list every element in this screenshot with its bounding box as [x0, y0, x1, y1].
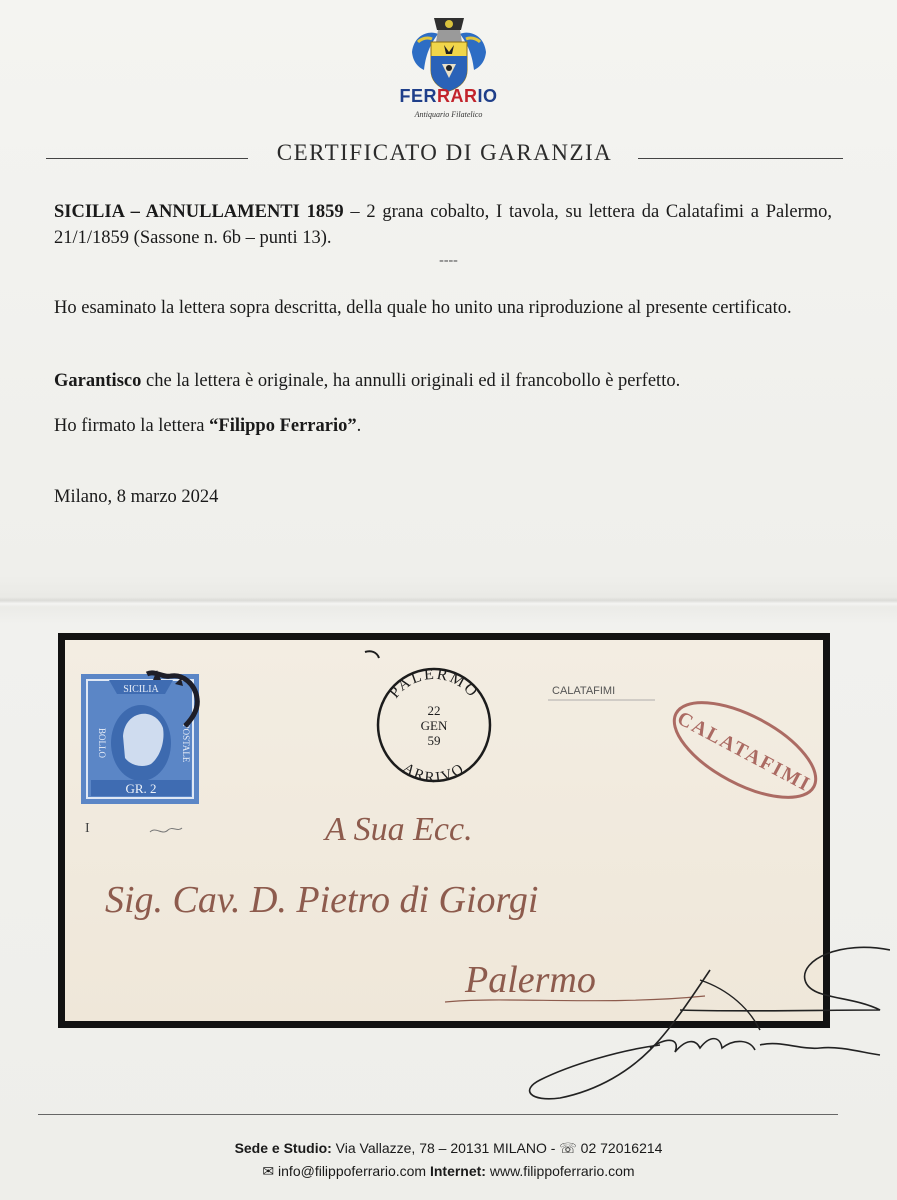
paper-fold — [0, 597, 897, 607]
svg-text:PALERMO — [386, 666, 482, 702]
address-line-2: Sig. Cav. D. Pietro di Giorgi — [105, 879, 539, 921]
address-line-1: A Sua Ecc. — [325, 811, 473, 848]
margin-note: I — [85, 821, 90, 836]
paragraph-guarantee: Garantisco che la lettera è originale, ha annulli originali ed il francobollo è perfetto. — [54, 371, 681, 391]
postmark-month: GEN — [420, 718, 448, 733]
paragraph-signed: Ho firmato la lettera “Filippo Ferrario”. — [54, 416, 362, 436]
email-text: info@filippoferrario.com — [274, 1163, 430, 1179]
email-icon: ✉ — [262, 1163, 275, 1179]
postmark-top-text: PALERMO — [385, 665, 482, 702]
place-date: Milano, 8 marzo 2024 — [54, 487, 219, 507]
pencil-calatafimi: CALATAFIMI — [552, 685, 616, 697]
footer-address: Sede e Studio: Via Vallazze, 78 – 20131 MILANO - ☏ 02 72016214 — [234, 1140, 663, 1156]
svg-text:ARRIVO — [400, 760, 469, 786]
postmark-year: 59 — [427, 733, 441, 748]
title-rule-right — [638, 158, 843, 159]
address-line-3: Palermo — [465, 959, 596, 1001]
postmark-day: 22 — [427, 703, 441, 718]
separator: ---- — [439, 253, 458, 268]
footer-rule — [38, 1114, 838, 1115]
website-text: www.filippoferrario.com — [485, 1163, 635, 1179]
oval-cancel-text: CALATAFIMI — [673, 707, 815, 797]
footer-contacts: ✉ info@filippoferrario.com Internet: www.filippoferrario.com — [262, 1163, 635, 1179]
title-row — [46, 140, 843, 170]
item-description: SICILIA – ANNULLAMENTI 1859 – 2 grana cobalto, I tavola, su lettera da Calatafimi a Palermo, 21/1/1859 (Sassone n. 6b – punti 13). — [54, 202, 833, 248]
brand-tagline: Antiquario Filatelico — [414, 110, 483, 119]
signature — [500, 940, 890, 1110]
stamp-left-text: BOLLO — [97, 728, 107, 758]
paragraph-examination: Ho esaminato la lettera sopra descritta, della quale ho unito una riproduzione al presente certificato. — [54, 298, 792, 318]
postmark-bottom-text: ARRIVO — [399, 760, 469, 787]
certificate-title: CERTIFICATO DI GARANZIA — [276, 140, 613, 165]
stamp-value: GR. 2 — [125, 781, 157, 796]
oval-cancel — [660, 683, 823, 816]
postmark — [378, 666, 490, 787]
brand-name: FERRARIO — [399, 86, 498, 106]
stamp — [81, 670, 199, 804]
stamp-top-text: SICILIA — [123, 684, 159, 695]
stamp-right-text: POSTALE — [181, 723, 191, 763]
